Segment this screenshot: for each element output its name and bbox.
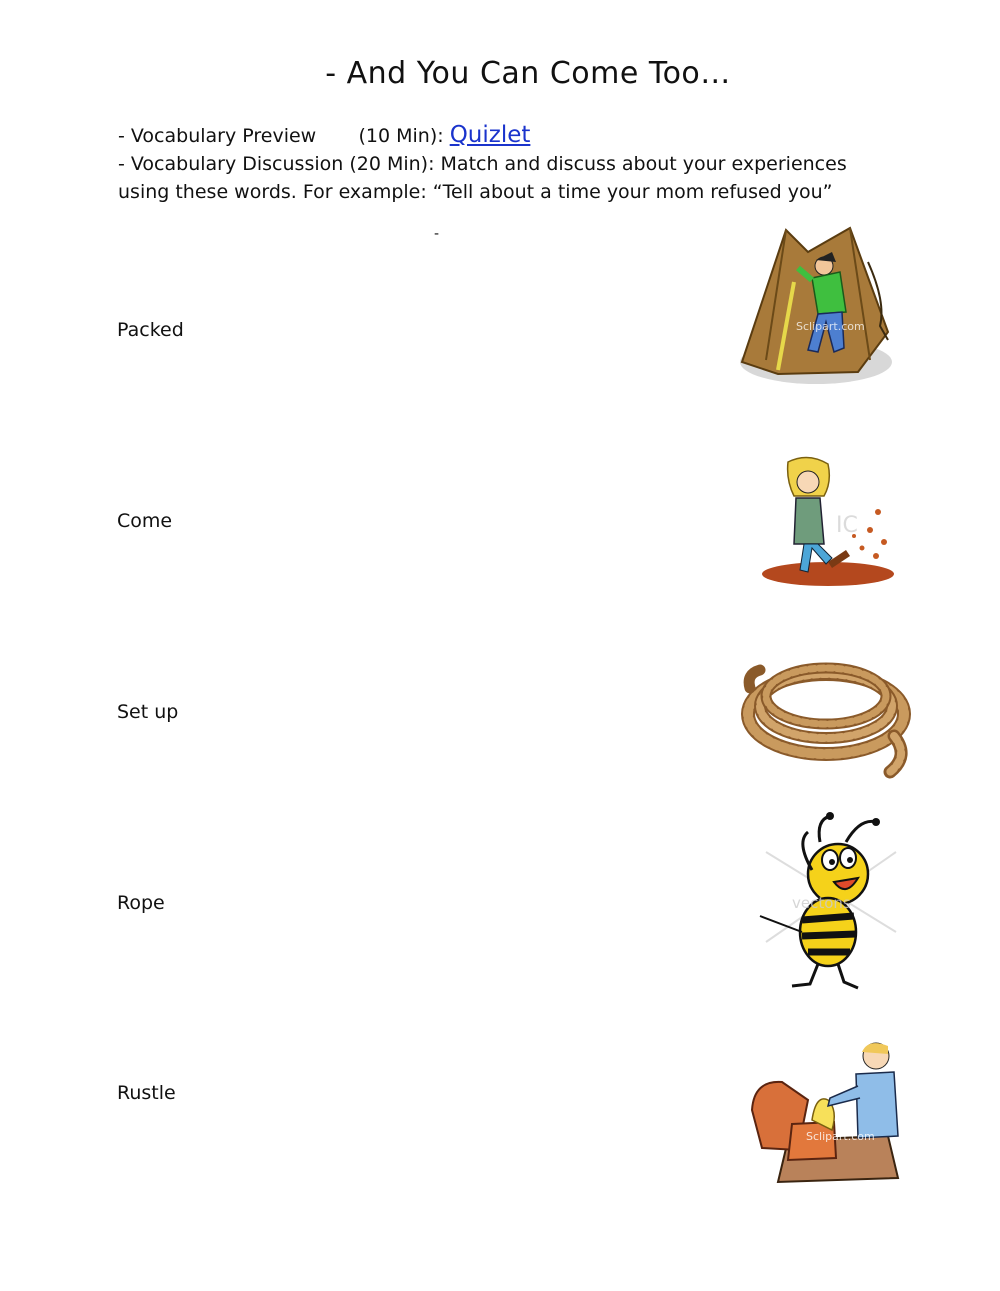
bee-waving-icon[interactable] <box>756 812 904 996</box>
quizlet-link[interactable]: Quizlet <box>449 122 531 148</box>
word-rope: Rope <box>117 892 165 914</box>
tent-setup-icon[interactable] <box>738 222 896 386</box>
vocabulary-discussion-text: - Vocabulary Discussion (20 Min): Match and discuss about your experiences using these words. For example: “Tell about a time your mom refused you” <box>118 153 847 203</box>
watermark-text: Sclipart.com <box>796 320 865 333</box>
watermark-text: IC <box>836 513 858 538</box>
girl-walking-leaves-icon[interactable] <box>758 452 896 590</box>
vocabulary-preview-text: - Vocabulary Preview (10 Min): <box>118 125 450 147</box>
word-packed: Packed <box>117 319 184 341</box>
boy-packing-bag-icon[interactable] <box>748 1040 908 1186</box>
vocabulary-preview-line <box>118 121 878 150</box>
instructions <box>118 121 878 206</box>
watermark-text: vectons <box>792 894 851 912</box>
watermark-text: Sclipart.com <box>806 1130 875 1143</box>
page-title: - And You Can Come Too… <box>325 56 731 91</box>
coiled-rope-icon[interactable] <box>740 652 918 784</box>
word-come: Come <box>117 510 173 532</box>
word-set-up: Set up <box>117 701 179 723</box>
separator-dash: - <box>434 226 440 242</box>
word-rustle: Rustle <box>117 1082 176 1104</box>
